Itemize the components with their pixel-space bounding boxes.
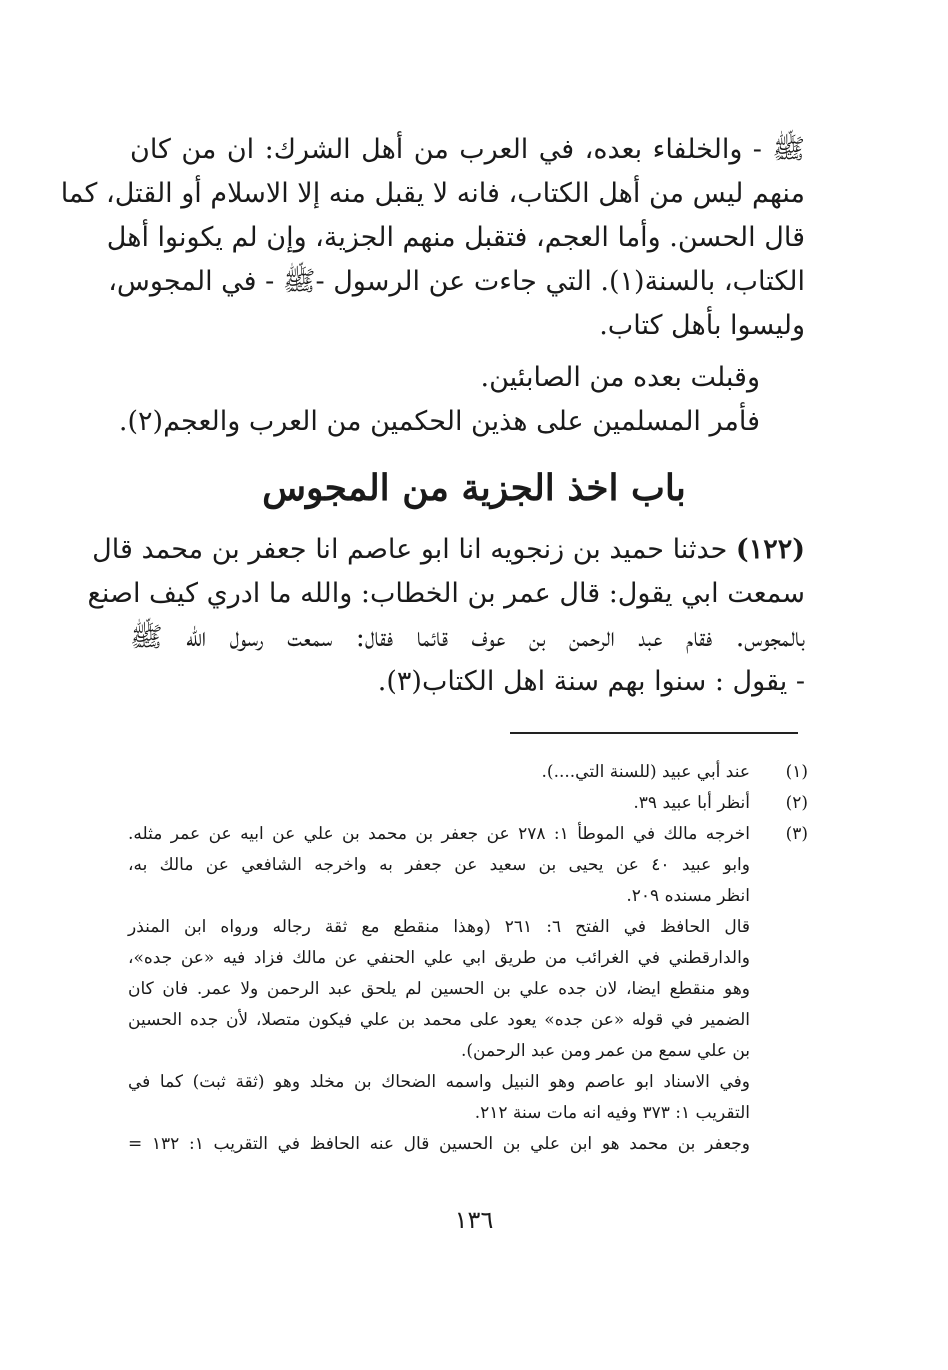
footnote-line: وفي الاسناد ابو عاصم وهو النبيل واسمه الضحاك بن مخلد وهو (ثقة ثبت) كما في <box>128 1072 750 1092</box>
paragraph-1-line: منهم ليس من أهل الكتاب، فانه لا يقبل منه إلا الاسلام أو القتل، كما <box>60 178 805 209</box>
footnote-3-continuation <box>128 1129 808 1160</box>
hadith-number: (١٢٢) <box>735 534 805 565</box>
footnote-line: وجعفر بن محمد هو ابن علي بن الحسين قال عنه الحافظ في التقريب ١: ١٣٢ = <box>128 1134 750 1154</box>
footnote-line: وهو منقطع ايضا، لان جده علي بن الحسين لم يلحق عبد الرحمن ولا عمر. فان كان <box>128 979 750 999</box>
footnote-3-continuation <box>128 1067 808 1129</box>
paragraph-1 <box>60 128 805 348</box>
page-number: ١٣٦ <box>454 1206 494 1234</box>
footnote-2 <box>128 788 808 819</box>
footnote-line: أنظر أبا عبيد ٣٩. <box>633 793 750 813</box>
hadith-line: - يقول : سنوا بهم سنة اهل الكتاب(٣). <box>377 666 805 697</box>
footnote-label: (٣) <box>785 824 808 844</box>
paragraph-1-line: وليسوا بأهل كتاب. <box>599 310 805 341</box>
footnote-line: بن علي سمع من عمر ومن عبد الرحمن). <box>460 1041 750 1061</box>
chapter-heading: باب اخذ الجزية من المجوس <box>262 467 686 509</box>
paragraph-2-line: وقبلت بعده من الصابئين. <box>480 362 760 393</box>
paragraph-2 <box>118 356 760 444</box>
footnote-label: (٢) <box>785 793 808 813</box>
hadith-line <box>92 528 805 572</box>
footnote-line: عند أبي عبيد (للسنة التي....). <box>541 762 750 782</box>
footnote-1 <box>128 757 808 788</box>
footnote-line: اخرجه مالك في الموطأ ١: ٢٧٨ عن جعفر بن محمد بن علي عن ابيه عن عمر مثله. <box>128 824 750 844</box>
footnote-line: والدارقطني في الغرائب من طريق ابي علي الحنفي عن مالك فزاد فيه «عن جده»، <box>128 948 750 968</box>
footnote-line: الضمير في قوله «عن جده» يعود على محمد بن علي فيكون متصلا، لأن جده الحسين <box>128 1010 750 1030</box>
footnote-line: التقريب ١: ٣٧٣ وفيه انه مات سنة ٢١٢. <box>474 1103 750 1123</box>
footnote-3 <box>128 819 808 912</box>
footnote-divider <box>510 732 798 734</box>
footnote-3-continuation <box>128 912 808 1067</box>
paragraph-2-line: فأمر المسلمين على هذين الحكمين من العرب والعجم(٢). <box>118 406 760 437</box>
hadith-line-text: حدثنا حميد بن زنجويه انا ابو عاصم انا جعفر بن محمد قال <box>92 534 728 565</box>
footnote-line: وابو عبيد ٤٠ عن يحيى بن سعيد عن جعفر به واخرجه الشافعي عن مالك به، <box>128 855 750 875</box>
footnotes <box>128 757 808 1160</box>
paragraph-1-line: قال الحسن. وأما العجم، فتقبل منهم الجزية، وإن لم يكونوا أهل <box>106 222 805 253</box>
footnote-label: (١) <box>785 762 808 782</box>
paragraph-1-line: ﷺ - والخلفاء بعده، في العرب من أهل الشرك: ان من كان <box>130 134 805 165</box>
footnote-line: قال الحافظ في الفتح ٦: ٢٦١ (وهذا منقطع مع ثقة رجاله ورواه ابن المنذر <box>128 917 751 937</box>
hadith-line: بالمجوس. فقام عبد الرحمن بن عوف قائما فقال: سمعت رسول الله ﷺ <box>130 622 805 653</box>
paragraph-1-line: الكتاب، بالسنة(١). التي جاءت عن الرسول -ﷺ - في المجوس، <box>108 266 805 297</box>
hadith-line: سمعت ابي يقول: قال عمر بن الخطاب: والله ما ادري كيف اصنع <box>87 578 805 609</box>
footnote-line: انظر مسنده ٢٠٩. <box>626 886 750 906</box>
hadith-paragraph <box>87 528 805 704</box>
